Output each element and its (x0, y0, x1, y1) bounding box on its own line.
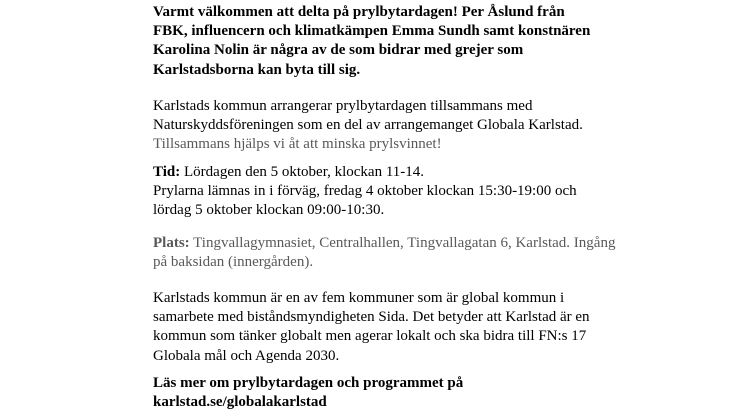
intro-gray-line: Tillsammans hjälps vi åt att minska prylsvinnet! (153, 136, 442, 153)
place-paragraph (153, 234, 615, 272)
global-line: Karlstads kommun är en av fem kommuner som är global kommun i (153, 290, 565, 306)
place-label: Plats: (153, 235, 190, 251)
place-line: på baksidan (innergården). (153, 254, 314, 271)
lead-line: Varmt välkommen att delta på prylbytardagen! Per Åslund från (153, 4, 565, 20)
time-line: Prylarna lämnas in i förväg, fredag 4 oktober klockan 15:30-19:00 och (153, 183, 577, 200)
read-more-line: Läs mer om prylbytardagen och programmet på (153, 375, 464, 391)
lead-paragraph (153, 3, 590, 80)
lead-line: Karlstadsborna kan byta till sig. (153, 61, 361, 78)
lead-line: Karolina Nolin är några av de som bidrar med grejer som (153, 42, 524, 59)
intro-line: Karlstads kommun arrangerar prylbytardagen tillsammans med (153, 98, 533, 114)
place-line (153, 234, 615, 253)
global-line: Globala mål och Agenda 2030. (153, 347, 340, 364)
global-line: kommun som tänker globalt men agerar lokalt och ska bidra till FN:s 17 (153, 328, 587, 345)
intro-paragraph (153, 97, 583, 155)
time-label: Tid: (153, 164, 181, 180)
time-line: lördag 5 oktober klockan 09:00-10:30. (153, 202, 385, 219)
read-more-paragraph (153, 374, 463, 412)
lead-line: FBK, influencern och klimatkämpen Emma Sundh samt konstnären (153, 23, 591, 40)
time-line (153, 163, 577, 182)
intro-line: Naturskyddsföreningen som en del av arrangemanget Globala Karlstad. (153, 117, 583, 134)
place-value: Tingvallagymnasiet, Centralhallen, Tingvallagatan 6, Karlstad. Ingång (189, 235, 616, 251)
read-more-link[interactable]: karlstad.se/globalakarlstad (153, 394, 327, 411)
time-value: Lördagen den 5 oktober, klockan 11-14. (180, 164, 425, 180)
global-line: samarbete med biståndsmyndigheten Sida. Det betyder att Karlstad är en (153, 309, 590, 326)
global-paragraph (153, 289, 590, 366)
time-paragraph (153, 163, 577, 221)
